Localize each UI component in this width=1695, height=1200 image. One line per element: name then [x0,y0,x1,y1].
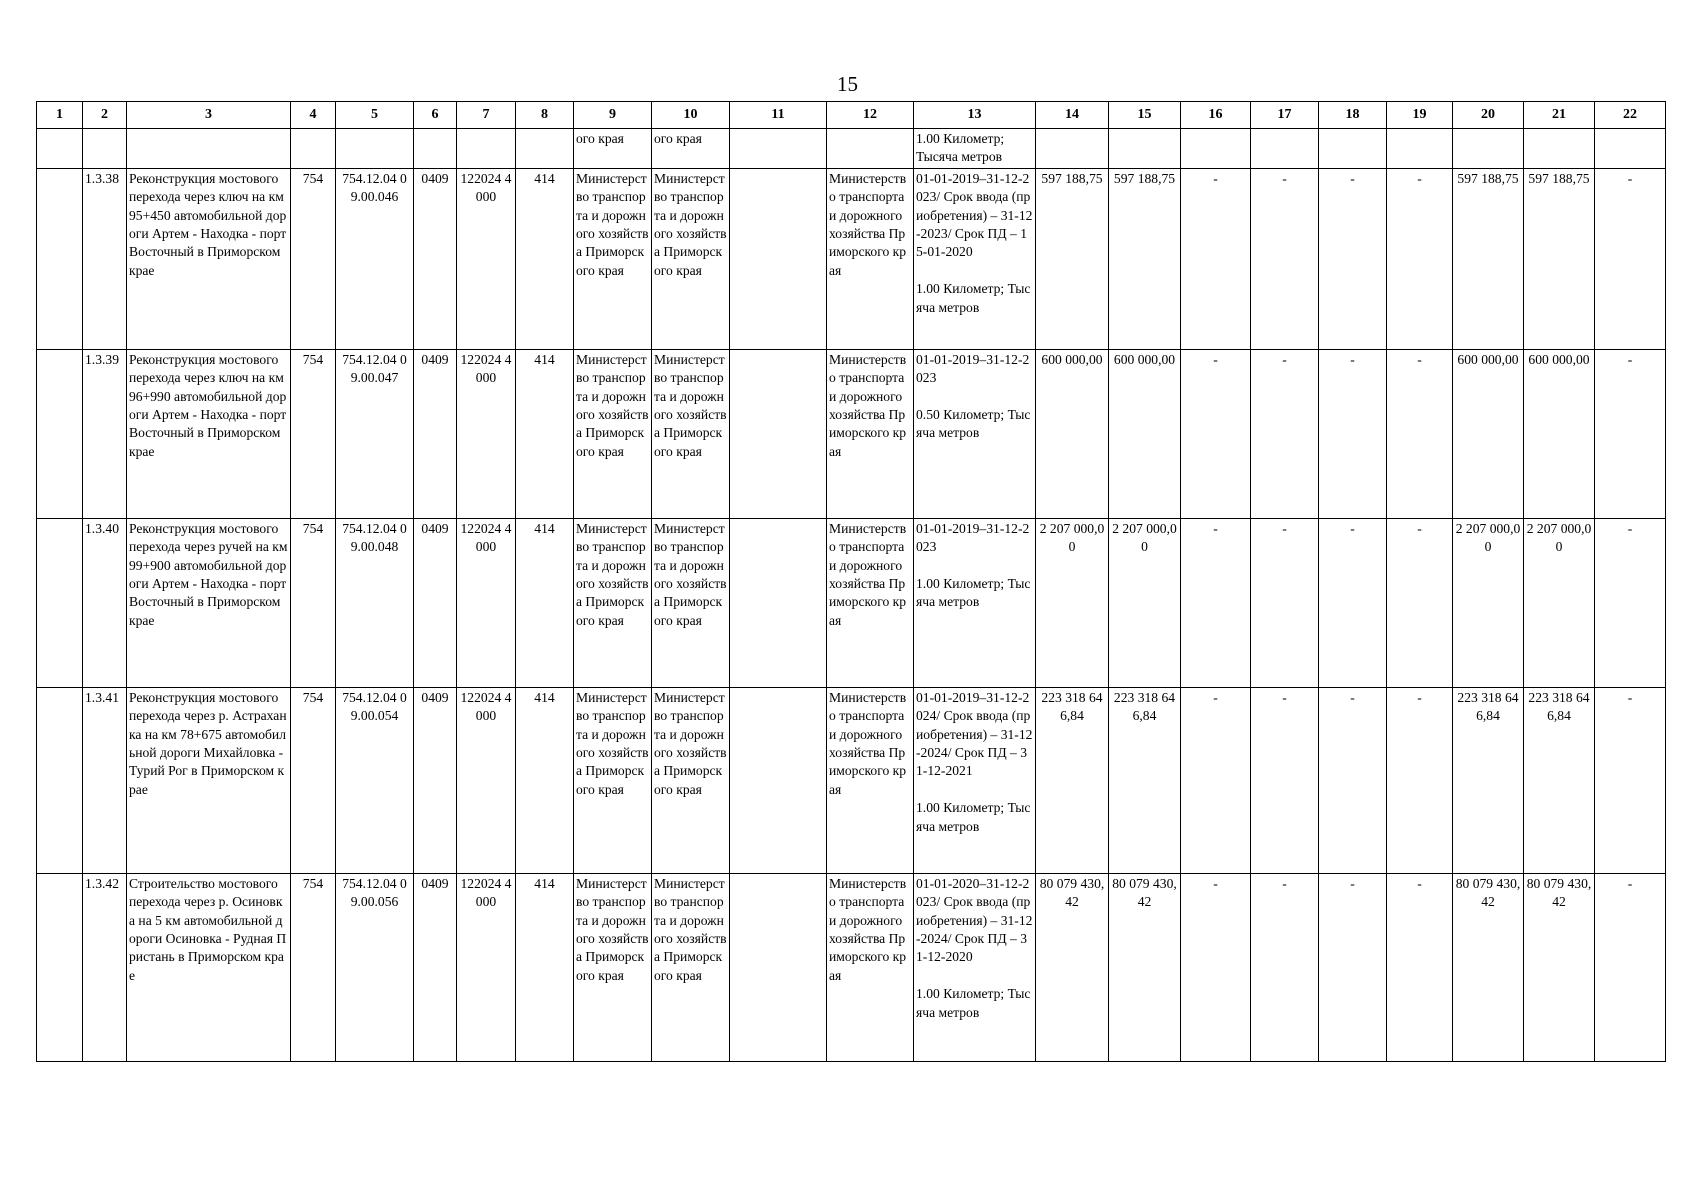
table-row [37,349,1666,518]
customer-cell: ого края [574,129,652,169]
code-cell: 754.12.04 09.00.047 [336,349,414,518]
amount-cell: 597 188,75 [1453,168,1524,349]
table-cell [1387,129,1453,169]
row-number: 1.3.39 [83,349,127,518]
object-name: Реконструкция мостового перехода через ключ на км 96+990 автомобильной дороги Артем - Находка - порт Восточный в Приморском крае [127,349,291,518]
dash-cell: - [1387,873,1453,1061]
dash-cell: - [1387,687,1453,873]
col-header: 10 [652,102,730,129]
amount-cell: 2 207 000,00 [1453,518,1524,687]
amount-cell: 597 188,75 [1524,168,1595,349]
table-cell [1181,129,1251,169]
owner-cell: Министерство транспорта и дорожного хозяйства Приморского края [827,518,914,687]
row-number: 1.3.42 [83,873,127,1061]
amount-cell: 600 000,00 [1524,349,1595,518]
table-cell [1453,129,1524,169]
code-cell: 754 [291,518,336,687]
code-cell: 414 [516,518,574,687]
dash-cell: - [1251,518,1319,687]
amount-cell: 223 318 646,84 [1109,687,1181,873]
code-cell: 0409 [414,168,457,349]
col-header: 16 [1181,102,1251,129]
owner-cell: Министерство транспорта и дорожного хозяйства Приморского края [827,873,914,1061]
term-cell: 1.00 Километр; Тысяча метров [914,129,1036,169]
table-cell [730,349,827,518]
amount-cell: 80 079 430,42 [1453,873,1524,1061]
term-cell: 01-01-2019–31-12-2023 0.50 Километр; Тысяча метров [914,349,1036,518]
amount-cell: 223 318 646,84 [1036,687,1109,873]
table-cell [1319,129,1387,169]
register-table [36,101,1666,1062]
table-cell [37,518,83,687]
col-header: 3 [127,102,291,129]
code-cell: 754 [291,349,336,518]
dash-cell: - [1181,349,1251,518]
dash-cell: - [1595,873,1666,1061]
term-cell: 01-01-2020–31-12-2023/ Срок ввода (приобретения) – 31-12-2024/ Срок ПД – 31-12-2020 1.00 Километр; Тысяча метров [914,873,1036,1061]
executor-cell: Министерство транспорта и дорожного хозяйства Приморского края [652,518,730,687]
executor-cell: ого края [652,129,730,169]
customer-cell: Министерство транспорта и дорожного хозяйства Приморского края [574,873,652,1061]
amount-cell: 80 079 430,42 [1109,873,1181,1061]
page-number: 15 [837,72,858,96]
amount-cell: 80 079 430,42 [1036,873,1109,1061]
code-cell: 754.12.04 09.00.054 [336,687,414,873]
amount-cell: 600 000,00 [1453,349,1524,518]
code-cell: 0409 [414,518,457,687]
amount-cell: 80 079 430,42 [1524,873,1595,1061]
object-name: Строительство мостового перехода через р. Осиновка на 5 км автомобильной дороги Осиновка - Рудная Пристань в Приморском крае [127,873,291,1061]
table-cell [37,168,83,349]
code-cell: 754.12.04 09.00.056 [336,873,414,1061]
dash-cell: - [1595,349,1666,518]
term-cell: 01-01-2019–31-12-2024/ Срок ввода (приобретения) – 31-12-2024/ Срок ПД – 31-12-2021 1.00 Километр; Тысяча метров [914,687,1036,873]
dash-cell: - [1387,518,1453,687]
table-cell [37,349,83,518]
col-header: 18 [1319,102,1387,129]
dash-cell: - [1319,518,1387,687]
amount-cell: 2 207 000,00 [1109,518,1181,687]
col-header: 11 [730,102,827,129]
amount-cell: 597 188,75 [1036,168,1109,349]
executor-cell: Министерство транспорта и дорожного хозяйства Приморского края [652,873,730,1061]
col-header: 5 [336,102,414,129]
table-cell [730,873,827,1061]
table-cell [1109,129,1181,169]
customer-cell: Министерство транспорта и дорожного хозяйства Приморского края [574,687,652,873]
table-cell [37,687,83,873]
table-cell [336,129,414,169]
dash-cell: - [1595,168,1666,349]
code-cell: 754.12.04 09.00.048 [336,518,414,687]
amount-cell: 2 207 000,00 [1036,518,1109,687]
col-header: 12 [827,102,914,129]
term-cell: 01-01-2019–31-12-2023/ Срок ввода (приобретения) – 31-12-2023/ Срок ПД – 15-01-2020 1.00 Километр; Тысяча метров [914,168,1036,349]
row-number: 1.3.38 [83,168,127,349]
dash-cell: - [1181,873,1251,1061]
table-cell [457,129,516,169]
executor-cell: Министерство транспорта и дорожного хозяйства Приморского края [652,349,730,518]
col-header: 21 [1524,102,1595,129]
table-cell [414,129,457,169]
code-cell: 0409 [414,349,457,518]
dash-cell: - [1251,168,1319,349]
object-name: Реконструкция мостового перехода через р. Астраханка на км 78+675 автомобильной дороги Михайловка - Турий Рог в Приморском крае [127,687,291,873]
table-cell [37,129,83,169]
dash-cell: - [1251,687,1319,873]
col-header: 20 [1453,102,1524,129]
col-header: 8 [516,102,574,129]
header-row [37,102,1666,129]
table-row [37,518,1666,687]
amount-cell: 2 207 000,00 [1524,518,1595,687]
executor-cell: Министерство транспорта и дорожного хозяйства Приморского края [652,687,730,873]
continuation-row [37,129,1666,169]
code-cell: 754 [291,687,336,873]
dash-cell: - [1319,687,1387,873]
col-header: 7 [457,102,516,129]
table-cell [1251,129,1319,169]
col-header: 1 [37,102,83,129]
dash-cell: - [1319,873,1387,1061]
code-cell: 122024 4000 [457,349,516,518]
dash-cell: - [1595,518,1666,687]
owner-cell: Министерство транспорта и дорожного хозяйства Приморского края [827,687,914,873]
code-cell: 414 [516,873,574,1061]
table-cell [1524,129,1595,169]
executor-cell: Министерство транспорта и дорожного хозяйства Приморского края [652,168,730,349]
owner-cell: Министерство транспорта и дорожного хозяйства Приморского края [827,349,914,518]
row-number: 1.3.41 [83,687,127,873]
amount-cell: 223 318 646,84 [1524,687,1595,873]
code-cell: 754 [291,873,336,1061]
col-header: 6 [414,102,457,129]
customer-cell: Министерство транспорта и дорожного хозяйства Приморского края [574,168,652,349]
term-cell: 01-01-2019–31-12-2023 1.00 Километр; Тысяча метров [914,518,1036,687]
col-header: 14 [1036,102,1109,129]
object-name: Реконструкция мостового перехода через ключ на км 95+450 автомобильной дороги Артем - Находка - порт Восточный в Приморском крае [127,168,291,349]
table-cell [37,873,83,1061]
dash-cell: - [1251,873,1319,1061]
table-cell [1036,129,1109,169]
amount-cell: 600 000,00 [1109,349,1181,518]
col-header: 22 [1595,102,1666,129]
amount-cell: 597 188,75 [1109,168,1181,349]
code-cell: 122024 4000 [457,687,516,873]
code-cell: 414 [516,687,574,873]
table-cell [83,129,127,169]
table-cell [730,518,827,687]
code-cell: 414 [516,349,574,518]
col-header: 19 [1387,102,1453,129]
code-cell: 122024 4000 [457,873,516,1061]
dash-cell: - [1181,518,1251,687]
table-cell [1595,129,1666,169]
col-header: 17 [1251,102,1319,129]
code-cell: 0409 [414,873,457,1061]
table-cell [730,168,827,349]
table-row [37,168,1666,349]
table-cell [291,129,336,169]
col-header: 9 [574,102,652,129]
dash-cell: - [1181,687,1251,873]
col-header: 13 [914,102,1036,129]
owner-cell: Министерство транспорта и дорожного хозяйства Приморского края [827,168,914,349]
code-cell: 754 [291,168,336,349]
table-cell [516,129,574,169]
customer-cell: Министерство транспорта и дорожного хозяйства Приморского края [574,349,652,518]
dash-cell: - [1181,168,1251,349]
table-cell [827,129,914,169]
dash-cell: - [1595,687,1666,873]
row-number: 1.3.40 [83,518,127,687]
col-header: 2 [83,102,127,129]
amount-cell: 600 000,00 [1036,349,1109,518]
code-cell: 122024 4000 [457,518,516,687]
amount-cell: 223 318 646,84 [1453,687,1524,873]
dash-cell: - [1319,168,1387,349]
dash-cell: - [1387,349,1453,518]
code-cell: 122024 4000 [457,168,516,349]
table-row [37,873,1666,1061]
code-cell: 0409 [414,687,457,873]
table-cell [127,129,291,169]
col-header: 4 [291,102,336,129]
table-row [37,687,1666,873]
dash-cell: - [1387,168,1453,349]
col-header: 15 [1109,102,1181,129]
customer-cell: Министерство транспорта и дорожного хозяйства Приморского края [574,518,652,687]
table-cell [730,687,827,873]
code-cell: 754.12.04 09.00.046 [336,168,414,349]
dash-cell: - [1251,349,1319,518]
table-cell [730,129,827,169]
object-name: Реконструкция мостового перехода через ручей на км 99+900 автомобильной дороги Артем - Находка - порт Восточный в Приморском крае [127,518,291,687]
code-cell: 414 [516,168,574,349]
dash-cell: - [1319,349,1387,518]
